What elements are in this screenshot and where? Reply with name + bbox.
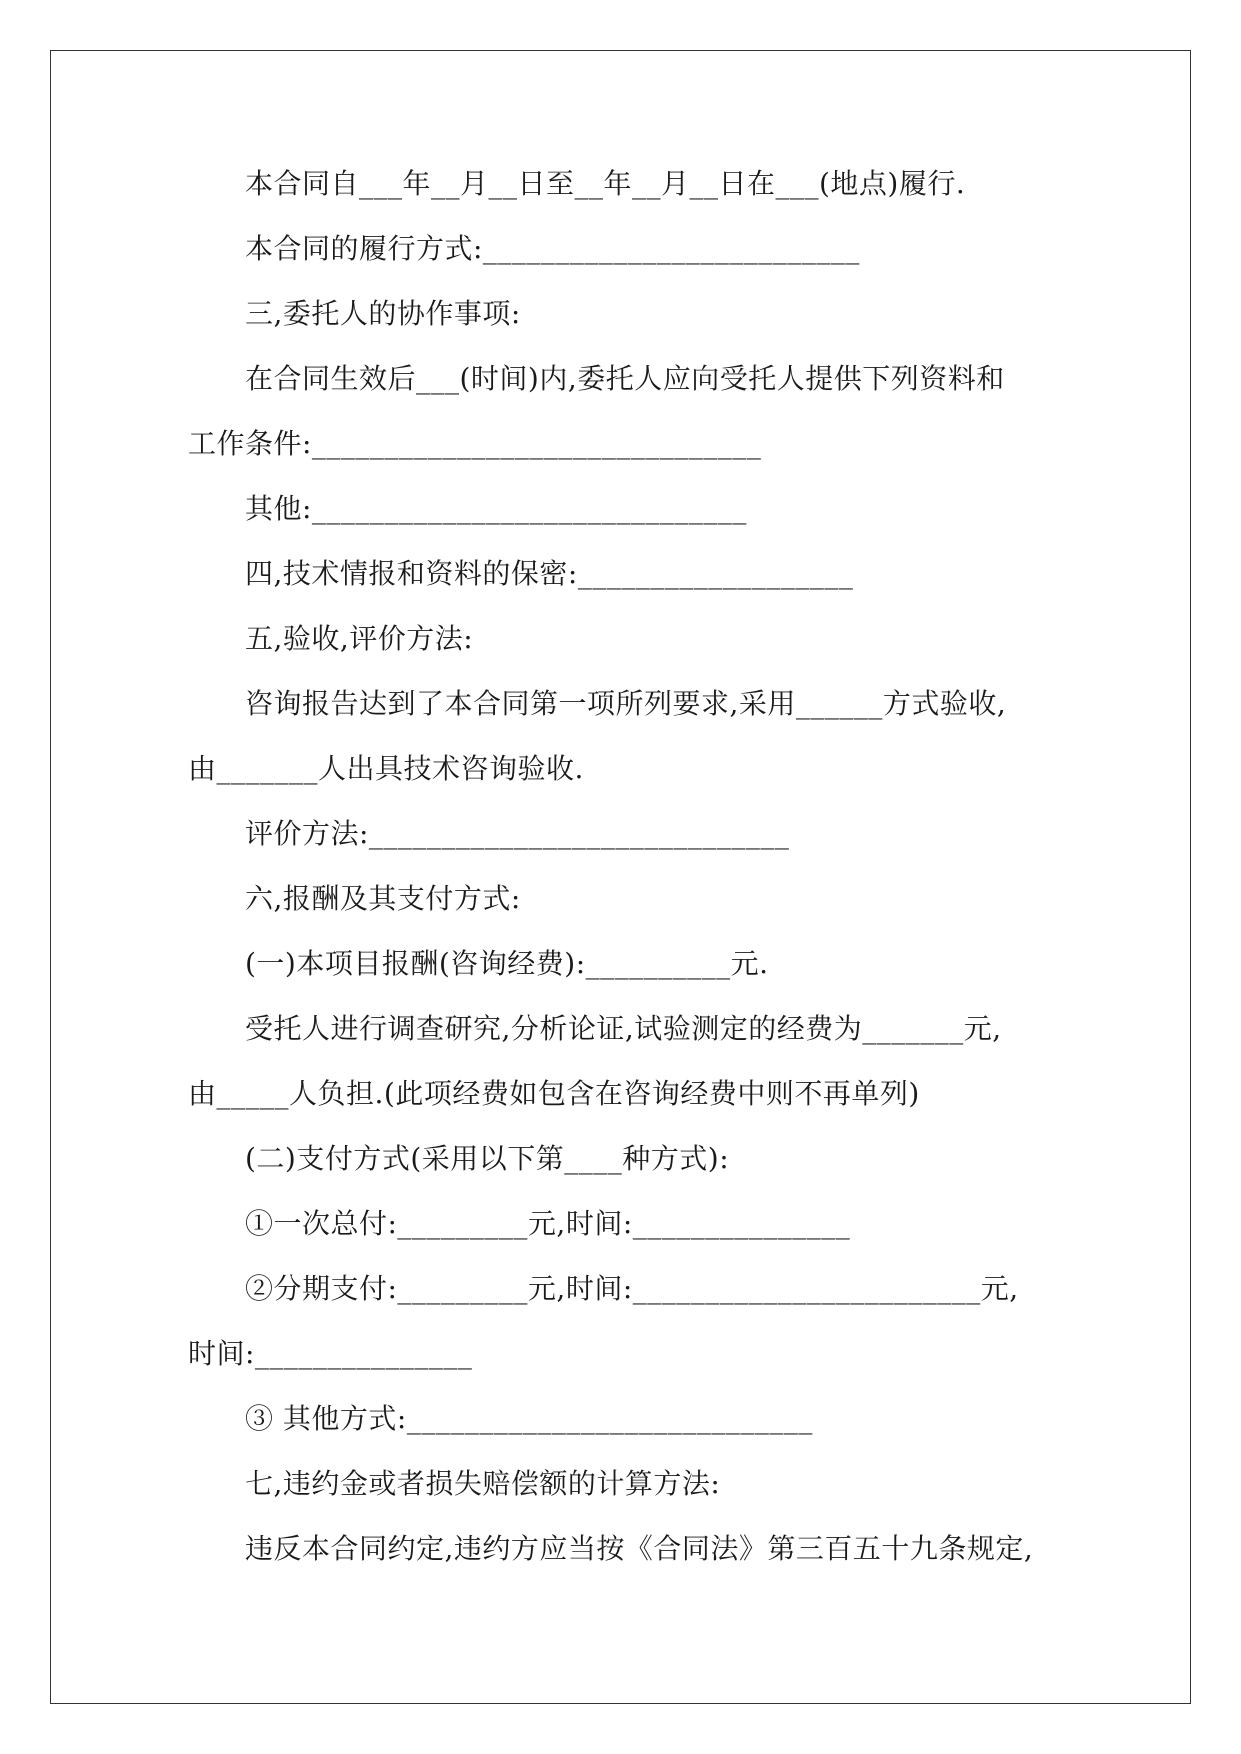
paragraph-line: 工作条件:_______________________________ <box>188 427 762 460</box>
section-heading: 五,验收,评价方法: <box>245 622 474 655</box>
paragraph-line: (二)支付方式(采用以下第____种方式): <box>245 1142 730 1175</box>
paragraph-line: 咨询报告达到了本合同第一项所列要求,采用______方式验收, <box>245 687 1007 720</box>
paragraph-line: 违反本合同约定,违约方应当按《合同法》第三百五十九条规定, <box>245 1532 1034 1565</box>
paragraph-line: 本合同自___年__月__日至__年__月__日在___(地点)履行. <box>245 167 966 200</box>
section-heading: 三,委托人的协作事项: <box>245 297 521 330</box>
paragraph-line: ①一次总付:_________元,时间:_______________ <box>245 1207 851 1240</box>
page-border <box>50 50 1191 1704</box>
paragraph-line: 由_____人负担.(此项经费如包含在咨询经费中则不再单列) <box>188 1077 920 1110</box>
paragraph-line: 在合同生效后___(时间)内,委托人应向受托人提供下列资料和 <box>245 362 1005 395</box>
section-heading: 七,违约金或者损失赔偿额的计算方法: <box>245 1467 721 1500</box>
paragraph-line: 评价方法:_____________________________ <box>245 817 790 850</box>
paragraph-line: 其他:______________________________ <box>245 492 747 525</box>
paragraph-line: ②分期支付:_________元,时间:________________________元, <box>245 1272 1019 1305</box>
paragraph-line: 受托人进行调查研究,分析论证,试验测定的经费为_______元, <box>245 1012 1002 1045</box>
paragraph-line: 本合同的履行方式:__________________________ <box>245 232 860 265</box>
paragraph-line: ③ 其他方式:____________________________ <box>245 1402 813 1435</box>
paragraph-line: (一)本项目报酬(咨询经费):__________元. <box>245 947 769 980</box>
paragraph-line: 由_______人出具技术咨询验收. <box>188 752 584 785</box>
section-heading: 六,报酬及其支付方式: <box>245 882 521 915</box>
section-heading: 四,技术情报和资料的保密:___________________ <box>245 557 854 590</box>
paragraph-line: 时间:_______________ <box>188 1337 473 1370</box>
